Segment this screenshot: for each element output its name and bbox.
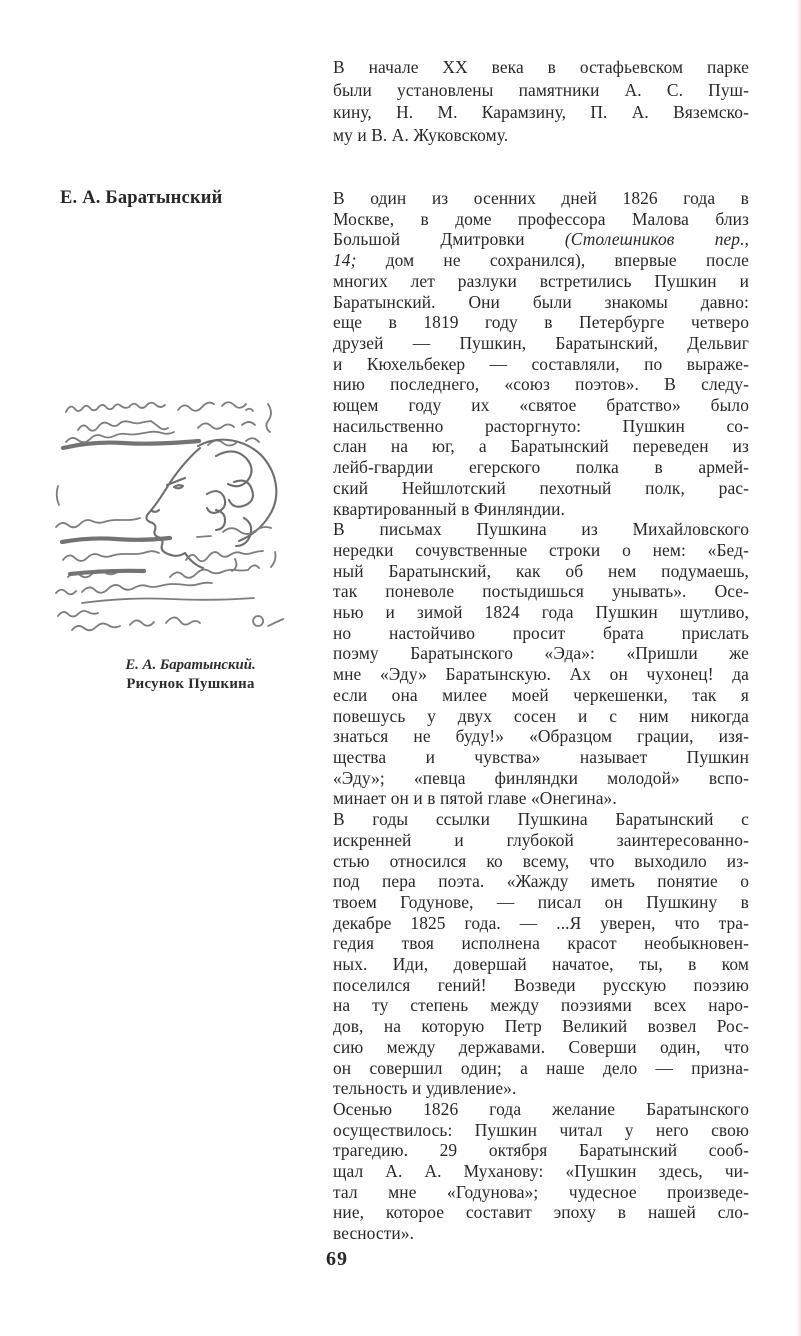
text-line: «Эду»; «певца финляндки молодой» вспо- <box>333 767 749 788</box>
text-line: но настойчиво просит брата прислать <box>333 622 749 643</box>
text-line: под пера поэта. «Жажду иметь понятие о <box>333 871 749 892</box>
text-line: слан на юг, а Баратынский переведен из <box>333 436 749 457</box>
text-line: Осенью 1826 года желание Баратынского <box>333 1098 749 1119</box>
text-line: декабре 1825 года. — ...Я уверен, что тра- <box>333 912 749 933</box>
page-number: 69 <box>326 1248 348 1270</box>
text-line: В годы ссылки Пушкина Баратынский с <box>333 809 749 830</box>
text-line: му и В. А. Жуковскому. <box>333 124 509 145</box>
text-line: трагедию. 29 октября Баратынский сооб- <box>333 1140 749 1161</box>
text-line: 14; дом не сохранился), впервые после <box>333 250 749 271</box>
text-line: искренней и глубокой заинтересованно- <box>333 829 749 850</box>
text-line: многих лет разлуки встретились Пушкин и <box>333 270 749 291</box>
text-line: на ту степень между поэзиями всех наро- <box>333 995 749 1016</box>
text-line: щал А. А. Муханову: «Пушкин здесь, чи- <box>333 1161 749 1182</box>
text-line: дов, на которую Петр Великий возвел Рос- <box>333 1016 749 1037</box>
text-line: нередки сочувственные строки о нем: «Бед- <box>333 539 749 560</box>
text-line: лейб-гвардии егерского полка в армей- <box>333 457 749 478</box>
text-line: гедия твоя исполнена красот необыкновен- <box>333 933 749 954</box>
text-line: ный Баратынский, как об нем подумаешь, <box>333 560 749 581</box>
text-line: были установлены памятники А. С. Пуш- <box>333 79 749 100</box>
figure-caption-line1: Е. А. Баратынский. <box>125 657 256 673</box>
text-line: поэму Баратынского «Эда»: «Пришли же <box>333 643 749 664</box>
baratynsky-sketch-image <box>48 390 333 642</box>
text-line: мне «Эду» Баратынскую. Ах он чухонец! да <box>333 664 749 685</box>
text-line: знаться не буду!» «Образцом грации, изя- <box>333 726 749 747</box>
text-line: нью и зимой 1824 года Пушкин шутливо, <box>333 602 749 623</box>
intro-text <box>333 56 749 146</box>
scan-edge-artifact <box>796 0 801 1336</box>
text-line: ных. Иди, довершай начатое, ты, в ком <box>333 954 749 975</box>
text-line: минает он и в пятой главе «Онегина». <box>333 788 617 809</box>
text-line: ский Нейшлотский пехотный полк, рас- <box>333 477 749 498</box>
text-line: В один из осенних дней 1826 года в <box>333 188 749 208</box>
text-line: Москве, в доме профессора Малова близ <box>333 208 749 229</box>
text-line: тал мне «Годунова»; чудесное произведе- <box>333 1181 749 1202</box>
text-line: твоем Годунове, — писал он Пушкину в <box>333 891 749 912</box>
text-line: весности». <box>333 1223 415 1244</box>
text-line: ющем году их «святое братство» было <box>333 395 749 416</box>
text-line: так поневоле постыдишься унывать». Осе- <box>333 581 749 602</box>
text-line: стью относился ко всему, что выходило из- <box>333 850 749 871</box>
text-line: если она милее моей черкешенки, так я <box>333 684 749 705</box>
text-line: поселился гений! Возведи русскую поэзию <box>333 974 749 995</box>
text-line: В начале XX века в остафьевском парке <box>333 57 749 77</box>
text-line: и Кюхельбекер — составляли, по выраже- <box>333 353 749 374</box>
text-line: Большой Дмитровки (Столешников пер., <box>333 229 749 250</box>
text-line: кину, Н. М. Карамзину, П. А. Вяземско- <box>333 102 749 123</box>
text-line: квартированный в Финляндии. <box>333 498 565 519</box>
text-line: Баратынский. Они были знакомы давно: <box>333 291 749 312</box>
text-line: сию между державами. Соверши один, что <box>333 1036 749 1057</box>
figure <box>48 390 333 694</box>
text-line: насильственно расторгнуто: Пушкин со- <box>333 415 749 436</box>
text-line: В письмах Пушкина из Михайловского <box>333 519 749 540</box>
text-line: он совершил один; а наше дело — призна- <box>333 1057 749 1078</box>
text-line: друзей — Пушкин, Баратынский, Дельвиг <box>333 332 749 353</box>
figure-caption-line2: Рисунок Пушкина <box>126 676 255 692</box>
section-heading: Е. А. Баратынский <box>60 188 223 208</box>
text-line: ние, которое составит эпоху в нашей сло- <box>333 1202 749 1223</box>
text-line: осуществилось: Пушкин читал у него свою <box>333 1119 749 1140</box>
figure-caption <box>48 656 333 694</box>
text-line: повешусь у двух сосен и с ним никогда <box>333 705 749 726</box>
text-line: щества и чувства» называет Пушкин <box>333 746 749 767</box>
text-line: еще в 1819 году в Петербурге четверо <box>333 312 749 333</box>
text-line: нию последнего, «союз поэтов». В следу- <box>333 374 749 395</box>
main-text <box>333 188 749 1244</box>
text-line: тельность и удивление». <box>333 1078 517 1099</box>
